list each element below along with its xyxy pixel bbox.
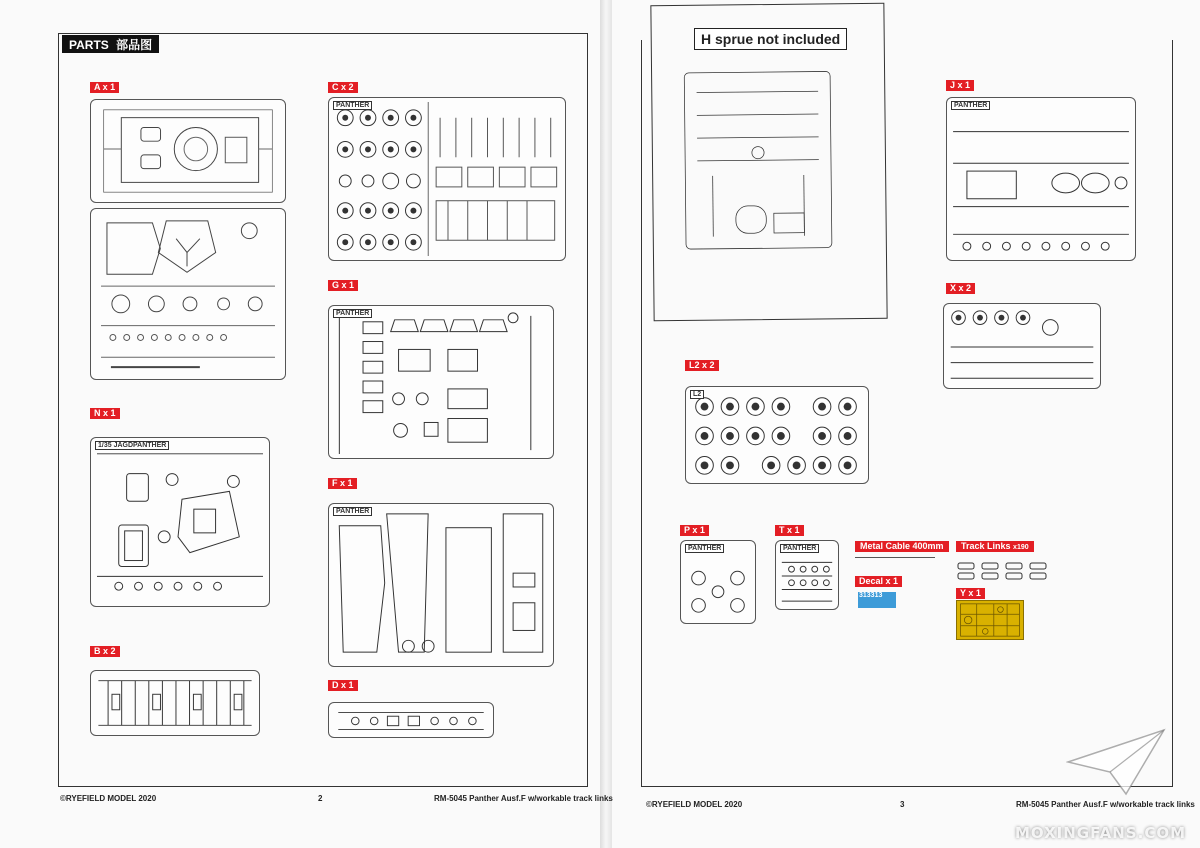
sprue-n xyxy=(90,437,270,607)
h-sprue-note: H sprue not included xyxy=(694,28,847,50)
sprue-c-label: C x 2 xyxy=(328,82,358,93)
track-links-drawing xyxy=(956,561,1052,581)
sprue-a-lower-drawing xyxy=(91,209,285,379)
sprue-t xyxy=(775,540,839,610)
sprue-p xyxy=(680,540,756,624)
sprue-j-code: PANTHER xyxy=(951,101,990,110)
sprue-a-upper-drawing xyxy=(91,100,285,202)
parts-title: PARTS xyxy=(69,38,109,52)
sprue-x-drawing xyxy=(944,304,1100,388)
sprue-n-code: 1/35 JAGDPANTHER xyxy=(95,441,169,450)
sprue-b-drawing xyxy=(91,671,259,735)
sprue-l2 xyxy=(685,386,869,484)
book-spine xyxy=(600,0,612,848)
sprue-a-upper xyxy=(90,99,286,203)
sprue-g-code: PANTHER xyxy=(333,309,372,318)
sprue-p-drawing xyxy=(681,541,755,623)
sprue-f-code: PANTHER xyxy=(333,507,372,516)
track-links-count: x190 xyxy=(1013,544,1029,551)
h-sprue-panel xyxy=(650,3,887,321)
left-footer-brand: ©RYEFIELD MODEL 2020 xyxy=(60,794,157,803)
sprue-b-label: B x 2 xyxy=(90,646,120,657)
photo-etch-fret xyxy=(956,600,1024,640)
sprue-c xyxy=(328,97,566,261)
sprue-l2-label: L2 x 2 xyxy=(685,360,719,371)
h-sprue-drawing xyxy=(670,68,873,310)
right-page-number: 3 xyxy=(900,800,905,809)
sprue-a-lower xyxy=(90,208,286,380)
decal-numbers: 313313 xyxy=(859,592,883,599)
sprue-f-drawing xyxy=(329,504,553,666)
sprue-l2-code: L2 xyxy=(690,390,704,399)
sprue-b xyxy=(90,670,260,736)
metal-cable-label: Metal Cable 400mm xyxy=(855,541,949,552)
photo-etch-drawing xyxy=(957,601,1023,639)
sprue-n-label: N x 1 xyxy=(90,408,120,419)
sprue-t-code: PANTHER xyxy=(780,544,819,553)
paper-plane-icon xyxy=(1066,728,1166,800)
sprue-d xyxy=(328,702,494,738)
sprue-f xyxy=(328,503,554,667)
track-links-label xyxy=(956,541,1034,552)
track-links-text: Track Links xyxy=(961,541,1011,551)
sprue-j-label: J x 1 xyxy=(946,80,974,91)
left-footer-product: RM-5045 Panther Ausf.F w/workable track links xyxy=(434,794,613,803)
right-footer-product: RM-5045 Panther Ausf.F w/workable track links xyxy=(1016,800,1195,809)
sprue-x-label: X x 2 xyxy=(946,283,975,294)
sprue-t-label: T x 1 xyxy=(775,525,804,536)
sprue-d-label: D x 1 xyxy=(328,680,358,691)
decal-sheet xyxy=(858,592,896,608)
left-page-number: 2 xyxy=(318,794,323,803)
metal-cable-line xyxy=(855,557,935,558)
sprue-p-code: PANTHER xyxy=(685,544,724,553)
sprue-c-drawing xyxy=(329,98,565,260)
site-watermark: MOXINGFANS.COM xyxy=(1014,824,1186,842)
sprue-g-label: G x 1 xyxy=(328,280,358,291)
sprue-g-drawing xyxy=(329,306,553,458)
photo-etch-label: Y x 1 xyxy=(956,588,985,599)
sprue-j-drawing xyxy=(947,98,1135,260)
sprue-p-label: P x 1 xyxy=(680,525,709,536)
sprue-d-drawing xyxy=(329,703,493,737)
sprue-x xyxy=(943,303,1101,389)
sprue-c-code: PANTHER xyxy=(333,101,372,110)
sprue-n-drawing xyxy=(91,438,269,606)
parts-header xyxy=(62,35,159,53)
sprue-a-label: A x 1 xyxy=(90,82,119,93)
sprue-g xyxy=(328,305,554,459)
right-footer-brand: ©RYEFIELD MODEL 2020 xyxy=(646,800,743,809)
sprue-j xyxy=(946,97,1136,261)
decal-label: Decal x 1 xyxy=(855,576,902,587)
sprue-l2-drawing xyxy=(686,387,868,483)
sprue-f-label: F x 1 xyxy=(328,478,357,489)
parts-title-cn: 部品图 xyxy=(116,38,153,52)
